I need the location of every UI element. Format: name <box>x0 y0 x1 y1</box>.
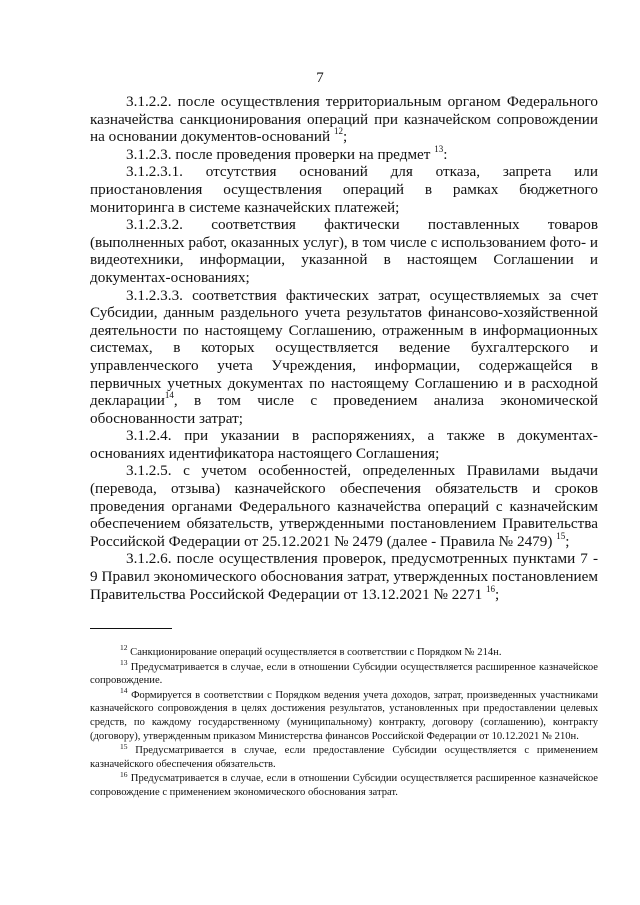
footnote-fn15 <box>90 741 598 771</box>
paragraph-p31231 <box>90 163 598 216</box>
paragraph-p31232 <box>90 216 598 286</box>
footnote-fn16 <box>90 769 598 799</box>
paragraph-text: 3.1.2.6. после осуществления проверок, предусмотренных пунктами 7 - 9 Правил экономического обоснования затрат, утвержденных постановлением Правительства Российской Федерации от 13.12.2021 № 2271 <box>90 550 598 603</box>
paragraph-text: 3.1.2.3.3. соответствия фактических затрат, осуществляемых за счет Субсидии, данным раздельного учета результатов финансово-хозяйственной деятельности по настоящему Соглашению, отраженным в информационных системах, в которых осуществляется ведение бухгалтерского и управленческого учета Учреждения, информации, содержащейся в первичных учетных документах по настоящему Соглашению и в расходной декларации <box>90 286 598 410</box>
footnote-number: 12 <box>120 643 128 653</box>
paragraph-text: : <box>443 145 448 163</box>
footnotes <box>90 643 598 801</box>
footnote-fn12 <box>90 643 598 660</box>
footnote-fn13 <box>90 658 598 688</box>
paragraph-p3124 <box>90 427 598 462</box>
footnote-text: Формируется в соответствии с Порядком ведения учета доходов, затрат, произведенных участниками казначейского сопровождения в целях достижения результатов, установленных при предоставлении целевых средств, по каждому государственному (муниципальному) контракту, договору (соглашению), контракту (договору), утвержденным приказом Министерства финансов Российской Федерации от 10.12.2021 № 210н. <box>90 689 598 742</box>
footnote-text: Предусматривается в случае, если предоставление Субсидии осуществляется с применением казначейского обеспечения обязательств. <box>90 745 598 770</box>
paragraph-text: ; <box>342 128 348 146</box>
paragraph-p3126 <box>90 550 598 603</box>
paragraph-text: 3.1.2.3. после проведения проверки на предмет <box>126 145 435 163</box>
paragraph-text: 3.1.2.3.1. отсутствия оснований для отказа, запрета или приостановления осуществления операций в рамках бюджетного мониторинга в системе казначейских платежей; <box>90 163 598 216</box>
footnote-ref: 15 <box>556 530 566 541</box>
footnote-number: 13 <box>120 658 128 668</box>
paragraph-text: 3.1.2.3.2. соответствия фактически поставленных товаров (выполненных работ, оказанных услуг), в том числе с использованием фото- и видеотехники, информации, указанной в настоящем Соглашении и документах-основаниях; <box>90 216 598 286</box>
paragraph-text: ; <box>494 585 500 603</box>
paragraph-text: 3.1.2.5. с учетом особенностей, определенных Правилами выдачи (перевода, отзыва) казначейского обеспечения обязательств и сроков проведения органами Федерального казначейства операций с казначейским обеспечением обязательств, утвержденными постановлением Правительства Российской Федерации от 25.12.2021 № 2479 (далее - Правила № 2479) <box>90 462 598 550</box>
paragraph-p31233 <box>90 287 598 428</box>
page-number: 7 <box>316 70 324 86</box>
footnote-fn14 <box>90 686 598 743</box>
footnote-text: Санкционирование операций осуществляется в соответствии с Порядком № 214н. <box>130 647 502 658</box>
paragraph-p3122 <box>90 93 598 146</box>
paragraph-text: , в том числе с проведением анализа экономической обоснованности затрат; <box>90 392 598 427</box>
footnote-number: 14 <box>120 686 128 696</box>
paragraph-p3123 <box>90 143 598 164</box>
footnote-number: 15 <box>120 741 128 751</box>
footnote-ref: 13 <box>434 143 444 154</box>
footnote-ref: 16 <box>485 583 495 594</box>
footnote-separator <box>90 628 172 629</box>
footnote-text: Предусматривается в случае, если в отношении Субсидии осуществляется расширенное казначейское сопровождение с применением экономического обоснования затрат. <box>90 773 598 798</box>
paragraph-text: ; <box>565 532 570 550</box>
footnote-number: 16 <box>120 769 128 779</box>
footnote-text: Предусматривается в случае, если в отношении Субсидии осуществляется расширенное казначейское сопровождение. <box>90 661 598 687</box>
body-text <box>90 93 598 603</box>
footnote-ref: 14 <box>164 390 174 401</box>
paragraph-text: 3.1.2.2. после осуществления территориальным органом Федерального казначейства санкционирования операций при казначейском сопровождении на основании документов-оснований <box>90 93 598 146</box>
footnote-ref: 12 <box>333 126 343 137</box>
paragraph-p3125 <box>90 462 598 550</box>
paragraph-text: 3.1.2.4. при указании в распоряжениях, а также в документах-основаниях идентификатора настоящего Соглашения; <box>90 427 598 462</box>
